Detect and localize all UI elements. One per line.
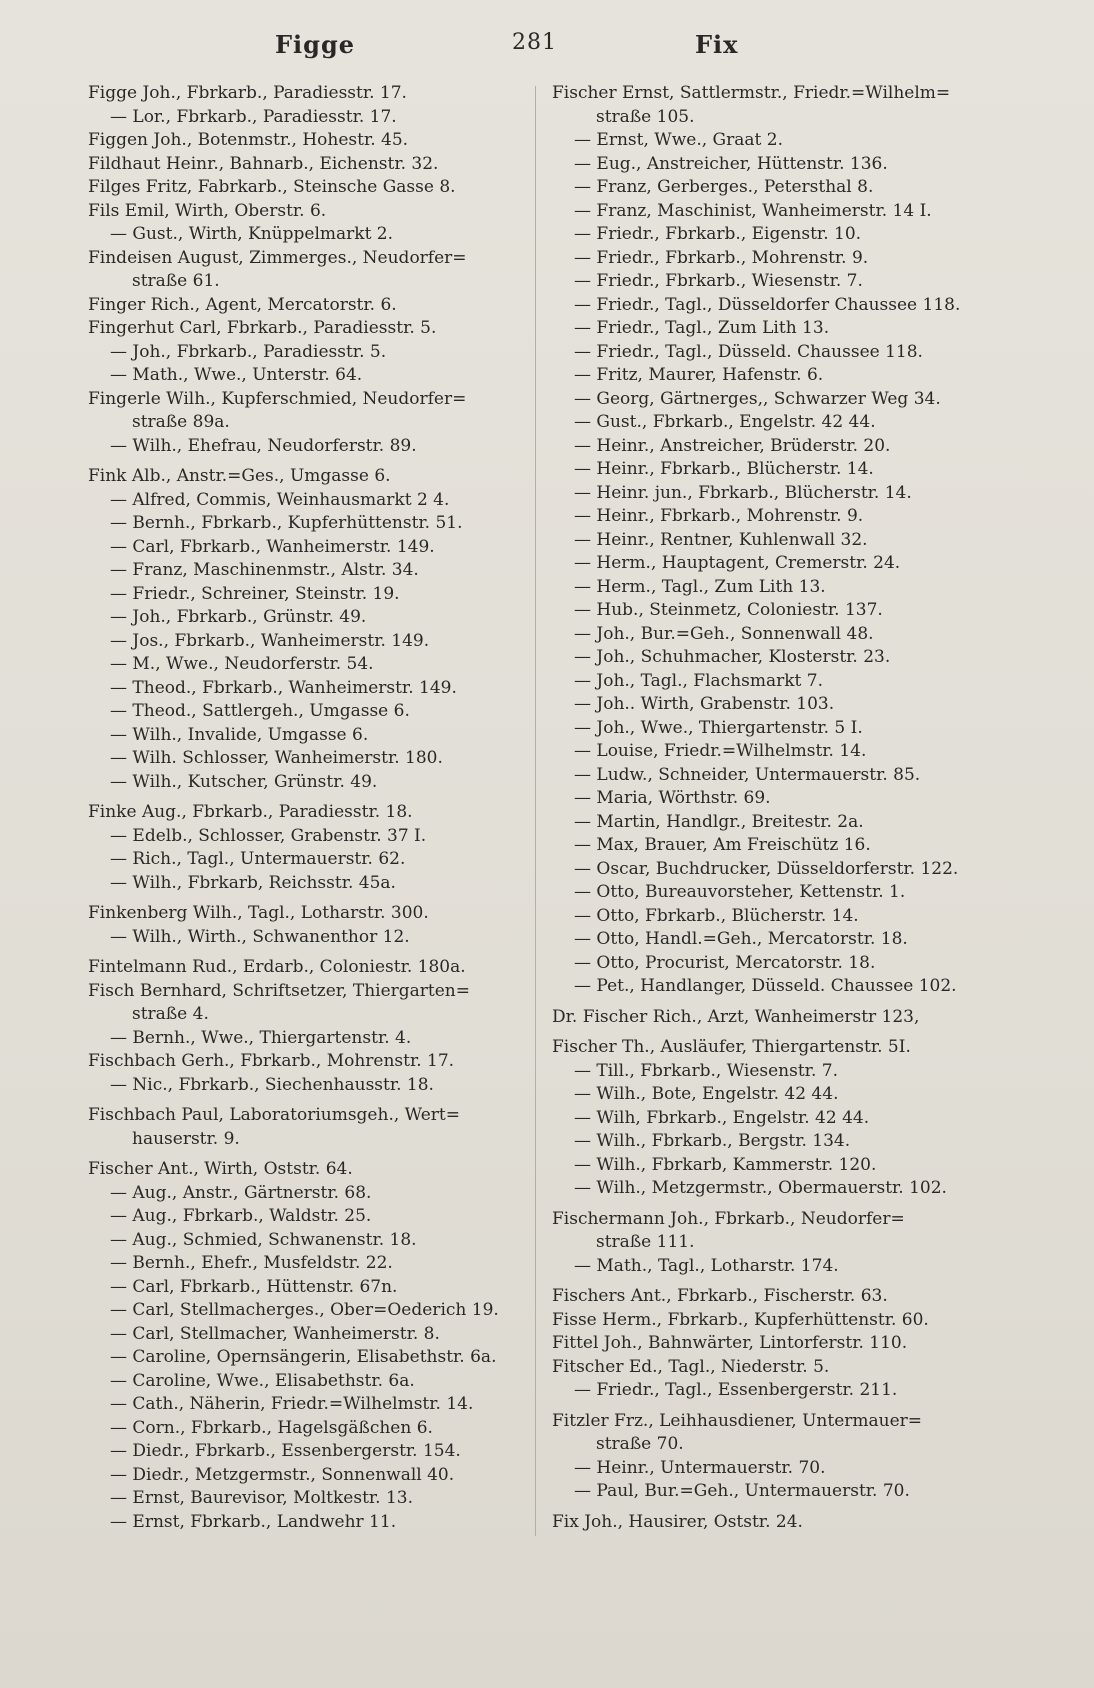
entry-text: — Friedr., Tagl., Essenbergerstr. 211. [574,1380,898,1400]
directory-entry [88,435,528,459]
directory-entry [552,200,1022,224]
entry-continuation: straße 4. [132,1004,209,1024]
directory-entry [552,341,1022,365]
directory-entry [88,1323,528,1347]
entry-text: — Wilh., Fbrkarb., Bergstr. 134. [574,1131,851,1151]
entry-text: — Herm., Tagl., Zum Lith 13. [574,576,826,597]
directory-entry [552,388,1022,412]
entry-text: — Aug., Schmied, Schwanenstr. 18. [110,1229,417,1250]
header-left-keyword: Figge [275,30,355,59]
entry-text: Finger Rich., Agent, Mercatorstr. 6. [88,294,397,315]
directory-entry [88,1205,528,1229]
entry-text: — Aug., Anstr., Gärtnerstr. 68. [110,1182,372,1203]
directory-entry [88,559,528,583]
directory-entry [88,872,528,896]
entry-text: — Otto, Handl.=Geh., Mercatorstr. 18. [574,929,908,949]
directory-entry [88,653,528,677]
entry-text: — Wilh., Invalide, Umgasse 6. [110,724,369,745]
entry-text: — Carl, Fbrkarb., Wanheimerstr. 149. [110,536,435,557]
entry-text: — Hub., Steinmetz, Coloniestr. 137. [574,600,883,620]
directory-entry [552,1379,1022,1403]
directory-entry [552,975,1022,999]
directory-entry [552,811,1022,835]
entry-text: Fingerle Wilh., Kupferschmied, Neudorfer= [88,388,467,409]
entry-text: Fitzler Frz., Leihhausdiener, Untermauer= [552,1410,923,1431]
entry-text: — Till., Fbrkarb., Wiesenstr. 7. [574,1060,838,1081]
entry-continuation: straße 70. [596,1434,684,1454]
entry-text: Fischer Ernst, Sattlermstr., Friedr.=Wilhelm= [552,83,951,103]
directory-entry [88,1050,528,1074]
directory-entry [88,724,528,748]
entry-text: Fink Alb., Anstr.=Ges., Umgasse 6. [88,466,391,486]
entry-text: — Heinr., Fbrkarb., Mohrenstr. 9. [574,506,864,526]
directory-entry [88,677,528,701]
entry-text: — Otto, Bureauvorsteher, Kettenstr. 1. [574,882,906,902]
entry-text: — M., Wwe., Neudorferstr. 54. [110,654,374,674]
entry-text: — Otto, Procurist, Mercatorstr. 18. [574,952,876,973]
entry-text: — Joh., Fbrkarb., Paradiesstr. 5. [110,341,387,362]
directory-entry [552,670,1022,694]
entry-text: — Nic., Fbrkarb., Siechenhausstr. 18. [110,1074,434,1095]
directory-entry [88,1440,528,1464]
directory-entry [552,717,1022,741]
directory-entry [88,536,528,560]
entry-text: — Bernh., Fbrkarb., Kupferhüttenstr. 51. [110,513,463,533]
entry-text: Fisch Bernhard, Schriftsetzer, Thiergarten= [88,980,471,1001]
entry-text: — Wilh., Fbrkarb, Reichsstr. 45a. [110,872,396,893]
entry-text: — Cath., Näherin, Friedr.=Wilhelmstr. 14. [110,1394,474,1414]
directory-entry [552,529,1022,553]
entry-text: — Diedr., Metzgermstr., Sonnenwall 40. [110,1464,455,1485]
entry-text: — Lor., Fbrkarb., Paradiesstr. 17. [110,106,397,127]
entry-text: — Heinr., Rentner, Kuhlenwall 32. [574,529,868,550]
entry-text: Fischers Ant., Fbrkarb., Fischerstr. 63. [552,1286,888,1306]
directory-entry [88,294,528,318]
header-right-keyword: Fix [695,30,739,59]
entry-text: — Joh., Tagl., Flachsmarkt 7. [574,670,823,691]
entry-text: — Joh., Wwe., Thiergartenstr. 5 I. [574,717,863,738]
directory-entry [88,317,528,341]
entry-text: — Friedr., Fbrkarb., Mohrenstr. 9. [574,247,869,268]
directory-entry [88,848,528,872]
directory-entry [88,801,528,825]
directory-entry [552,599,1022,623]
entry-text: — Joh., Schuhmacher, Klosterstr. 23. [574,647,891,667]
directory-entry [88,1104,528,1151]
entry-text: — Ernst, Fbrkarb., Landwehr 11. [110,1511,397,1532]
entry-text: — Wilh. Schlosser, Wanheimerstr. 180. [110,748,443,768]
directory-entry [88,902,528,926]
directory-entry [88,1074,528,1098]
entry-text: — Louise, Friedr.=Wilhelmstr. 14. [574,741,867,761]
directory-entry [552,1309,1022,1333]
entry-text: Figgen Joh., Botenmstr., Hohestr. 45. [88,130,409,150]
entry-text: Fischbach Gerh., Fbrkarb., Mohrenstr. 17. [88,1051,455,1071]
directory-entry [552,881,1022,905]
directory-entry [88,1276,528,1300]
entry-text: — Bernh., Ehefr., Musfeldstr. 22. [110,1253,393,1273]
directory-entry [88,747,528,771]
directory-entry [88,341,528,365]
entry-text: — Maria, Wörthstr. 69. [574,788,771,808]
entry-text: Fix Joh., Hausirer, Oststr. 24. [552,1511,803,1532]
entry-text: — Carl, Fbrkarb., Hüttenstr. 67n. [110,1276,398,1297]
directory-entry [552,1083,1022,1107]
entry-text: — Oscar, Buchdrucker, Düsseldorferstr. 122. [574,858,959,879]
directory-entry [88,1370,528,1394]
entry-text: — Gust., Fbrkarb., Engelstr. 42 44. [574,412,876,432]
left-column [88,82,528,1534]
entry-text: Fitscher Ed., Tagl., Niederstr. 5. [552,1356,830,1377]
directory-entry [552,176,1022,200]
entry-text: — Herm., Hauptagent, Cremerstr. 24. [574,553,901,573]
directory-entry [552,1036,1022,1060]
entry-text: — Carl, Stellmacher, Wanheimerstr. 8. [110,1323,440,1344]
entry-text: Filges Fritz, Fabrkarb., Steinsche Gasse 8. [88,177,456,197]
directory-entry [88,1464,528,1488]
entry-text: — Franz, Maschinist, Wanheimerstr. 14 I. [574,200,932,221]
page-number: 281 [512,30,557,55]
directory-entry [552,1332,1022,1356]
entry-text: — Bernh., Wwe., Thiergartenstr. 4. [110,1027,412,1048]
entry-text: — Friedr., Fbrkarb., Wiesenstr. 7. [574,271,863,291]
entry-text: Dr. Fischer Rich., Arzt, Wanheimerstr 123, [552,1006,920,1027]
directory-entry [552,364,1022,388]
directory-entry [552,1154,1022,1178]
entry-text: — Rich., Tagl., Untermauerstr. 62. [110,849,406,869]
entry-text: — Georg, Gärtnerges,, Schwarzer Weg 34. [574,388,941,409]
directory-entry [552,129,1022,153]
entry-text: Fintelmann Rud., Erdarb., Coloniestr. 180a. [88,957,466,977]
directory-entry [552,740,1022,764]
entry-text: — Friedr., Tagl., Düsseldorfer Chaussee 118. [574,294,961,315]
directory-entry [552,834,1022,858]
entry-text: — Ernst, Baurevisor, Moltkestr. 13. [110,1488,414,1508]
directory-entry [552,482,1022,506]
entry-text: — Gust., Wirth, Knüppelmarkt 2. [110,224,394,244]
directory-entry [88,247,528,294]
entry-text: — Eug., Anstreicher, Hüttenstr. 136. [574,153,888,174]
directory-entry [88,1417,528,1441]
entry-text: — Friedr., Fbrkarb., Eigenstr. 10. [574,224,862,244]
directory-entry [552,1457,1022,1481]
directory-entry [88,1252,528,1276]
entry-text: — Heinr., Untermauerstr. 70. [574,1457,826,1478]
entry-text: — Joh., Fbrkarb., Grünstr. 49. [110,607,367,627]
entry-text: — Otto, Fbrkarb., Blücherstr. 14. [574,905,859,926]
directory-entry [552,623,1022,647]
entry-text: — Wilh., Bote, Engelstr. 42 44. [574,1084,839,1104]
directory-entry [552,1107,1022,1131]
directory-entry [88,630,528,654]
directory-entry [88,1299,528,1323]
directory-entry [552,1480,1022,1504]
directory-entry [552,693,1022,717]
entry-continuation: straße 105. [596,106,695,127]
directory-entry [88,176,528,200]
directory-entry [88,1393,528,1417]
directory-entry [552,294,1022,318]
directory-entry [552,153,1022,177]
entry-text: Fittel Joh., Bahnwärter, Lintorferstr. 110. [552,1333,908,1353]
entry-text: — Joh., Bur.=Geh., Sonnenwall 48. [574,623,874,644]
directory-entry [552,247,1022,271]
entry-text: — Franz, Gerberges., Petersthal 8. [574,177,874,197]
directory-entry [552,928,1022,952]
entry-text: — Paul, Bur.=Geh., Untermauerstr. 70. [574,1481,910,1501]
entry-text: — Joh.. Wirth, Grabenstr. 103. [574,694,835,714]
entry-text: — Corn., Fbrkarb., Hagelsgäßchen 6. [110,1417,433,1438]
entry-continuation: straße 111. [596,1232,695,1252]
entry-text: — Diedr., Fbrkarb., Essenbergerstr. 154. [110,1441,461,1461]
directory-entry [88,129,528,153]
directory-entry [552,1060,1022,1084]
entry-text: — Ernst, Wwe., Graat 2. [574,130,783,150]
directory-entry [552,223,1022,247]
directory-entry [552,1006,1022,1030]
entry-text: — Max, Brauer, Am Freischütz 16. [574,835,871,855]
entry-text: — Martin, Handlgr., Breitestr. 2a. [574,811,864,832]
entry-text: Fischbach Paul, Laboratoriumsgeh., Wert= [88,1105,460,1125]
entry-text: Figge Joh., Fbrkarb., Paradiesstr. 17. [88,83,407,103]
directory-entry [552,858,1022,882]
entry-text: — Math., Tagl., Lotharstr. 174. [574,1255,839,1276]
directory-entry [552,435,1022,459]
directory-entry [88,388,528,435]
entry-text: — Franz, Maschinenmstr., Alstr. 34. [110,560,419,580]
directory-entry [552,787,1022,811]
entry-text: — Wilh, Fbrkarb., Engelstr. 42 44. [574,1107,870,1128]
directory-entry [552,1208,1022,1255]
entry-text: — Heinr., Anstreicher, Brüderstr. 20. [574,435,891,456]
entry-text: — Alfred, Commis, Weinhausmarkt 2 4. [110,489,450,510]
entry-text: — Friedr., Tagl., Düsseld. Chaussee 118. [574,341,923,362]
entry-text: — Pet., Handlanger, Düsseld. Chaussee 102. [574,976,957,996]
directory-entry [552,1177,1022,1201]
entry-text: Finkenberg Wilh., Tagl., Lotharstr. 300. [88,903,429,923]
directory-entry [88,1182,528,1206]
directory-entry [552,576,1022,600]
entry-continuation: straße 61. [132,271,220,291]
entry-text: — Friedr., Tagl., Zum Lith 13. [574,318,830,338]
directory-entry [88,1158,528,1182]
entry-text: — Theod., Sattlergeh., Umgasse 6. [110,701,410,721]
entry-text: — Carl, Stellmacherges., Ober=Oederich 19. [110,1300,499,1320]
entry-text: — Edelb., Schlosser, Grabenstr. 37 I. [110,825,427,846]
directory-entry [552,505,1022,529]
directory-entry [552,1130,1022,1154]
directory-entry [552,764,1022,788]
directory-entry [88,825,528,849]
directory-entry [88,153,528,177]
directory-entry [88,1229,528,1253]
entry-text: Fisse Herm., Fbrkarb., Kupferhüttenstr. 60. [552,1309,929,1330]
right-column [552,82,1022,1534]
entry-text: — Friedr., Schreiner, Steinstr. 19. [110,583,400,604]
directory-entry [552,552,1022,576]
directory-entry [88,1511,528,1535]
entry-text: — Fritz, Maurer, Hafenstr. 6. [574,365,824,385]
entry-text: — Caroline, Wwe., Elisabethstr. 6a. [110,1370,415,1391]
directory-entry [88,1487,528,1511]
entry-continuation: straße 89a. [132,412,230,432]
directory-entry [552,411,1022,435]
entry-text: — Math., Wwe., Unterstr. 64. [110,365,363,385]
directory-entry [552,1511,1022,1535]
directory-entry [552,1356,1022,1380]
entry-text: Fischer Ant., Wirth, Oststr. 64. [88,1159,353,1179]
directory-entry [88,1346,528,1370]
entry-text: — Wilh., Metzgermstr., Obermauerstr. 102. [574,1178,947,1198]
entry-text: Fingerhut Carl, Fbrkarb., Paradiesstr. 5. [88,318,437,338]
directory-entry [88,1027,528,1051]
entry-text: Fischer Th., Ausläufer, Thiergartenstr. 5I. [552,1037,911,1057]
directory-entry [88,489,528,513]
directory-entry [552,82,1022,129]
directory-entry [552,317,1022,341]
column-divider [535,86,536,1536]
directory-entry [88,82,528,106]
entry-text: — Caroline, Opernsängerin, Elisabethstr. 6a. [110,1347,497,1367]
directory-entry [88,606,528,630]
entry-text: — Wilh., Wirth., Schwanenthor 12. [110,926,410,947]
directory-entry [88,980,528,1027]
directory-entry [88,700,528,724]
entry-text: — Ludw., Schneider, Untermauerstr. 85. [574,764,921,785]
entry-text: Findeisen August, Zimmerges., Neudorfer= [88,247,467,268]
directory-entry [552,270,1022,294]
entry-text: — Wilh., Fbrkarb, Kammerstr. 120. [574,1154,877,1175]
directory-entry [88,465,528,489]
directory-entry [88,106,528,130]
directory-entry [88,956,528,980]
directory-entry [552,1255,1022,1279]
directory-entry [552,905,1022,929]
entry-text: — Jos., Fbrkarb., Wanheimerstr. 149. [110,630,430,651]
entry-text: Fils Emil, Wirth, Oberstr. 6. [88,200,327,221]
directory-entry [88,583,528,607]
entry-text: Finke Aug., Fbrkarb., Paradiesstr. 18. [88,802,413,822]
entry-text: Fischermann Joh., Fbrkarb., Neudorfer= [552,1208,905,1229]
directory-entry [88,364,528,388]
entry-text: — Wilh., Ehefrau, Neudorferstr. 89. [110,435,417,456]
directory-entry [88,926,528,950]
entry-text: Fildhaut Heinr., Bahnarb., Eichenstr. 32. [88,153,439,174]
entry-text: — Theod., Fbrkarb., Wanheimerstr. 149. [110,677,457,698]
directory-entry [88,223,528,247]
entry-text: — Wilh., Kutscher, Grünstr. 49. [110,771,378,792]
directory-entry [552,458,1022,482]
directory-entry [88,771,528,795]
entry-text: — Heinr. jun., Fbrkarb., Blücherstr. 14. [574,482,912,503]
directory-entry [552,1410,1022,1457]
entry-continuation: hauserstr. 9. [132,1128,240,1149]
directory-entry [88,512,528,536]
directory-entry [552,952,1022,976]
entry-text: — Aug., Fbrkarb., Waldstr. 25. [110,1206,372,1226]
entry-text: — Heinr., Fbrkarb., Blücherstr. 14. [574,459,874,479]
directory-entry [88,200,528,224]
directory-entry [552,1285,1022,1309]
directory-entry [552,646,1022,670]
